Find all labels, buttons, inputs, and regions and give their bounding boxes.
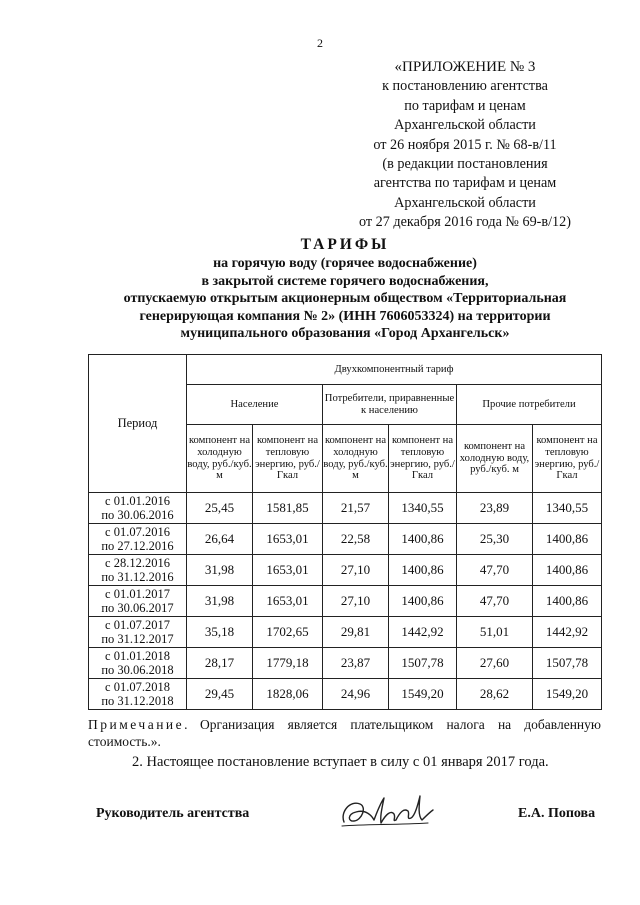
table-row xyxy=(89,648,602,679)
note xyxy=(88,716,601,750)
period-cell xyxy=(89,679,187,710)
period-cell xyxy=(89,586,187,617)
value-cell: 1653,01 xyxy=(253,586,323,617)
period-header: Период xyxy=(89,355,187,493)
value-cell: 1549,20 xyxy=(389,679,457,710)
period-from: с 01.01.2018 xyxy=(105,648,170,663)
tariff-table xyxy=(88,354,602,710)
period-from: с 01.01.2017 xyxy=(105,586,170,601)
appendix-block xyxy=(330,58,600,233)
component-header: компонент на тепловую энергию, руб./Гкал xyxy=(533,425,602,493)
value-cell: 23,87 xyxy=(323,648,389,679)
period-to: по 30.06.2016 xyxy=(101,508,174,522)
period-from: с 28.12.2016 xyxy=(105,555,170,570)
tariff-type-header: Двухкомпонентный тариф xyxy=(187,355,602,385)
value-cell: 1400,86 xyxy=(389,555,457,586)
value-cell: 47,70 xyxy=(457,555,533,586)
value-cell: 1507,78 xyxy=(533,648,602,679)
period-to: по 31.12.2017 xyxy=(101,632,174,646)
appendix-line: (в редакции постановления xyxy=(382,156,548,173)
period-to: по 27.12.2016 xyxy=(101,539,174,553)
period-to: по 30.06.2017 xyxy=(101,601,174,615)
appendix-line: к постановлению агентства xyxy=(382,78,548,95)
group-header-population: Население xyxy=(187,385,323,425)
table-row xyxy=(89,617,602,648)
value-cell: 1442,92 xyxy=(533,617,602,648)
value-cell: 1581,85 xyxy=(253,493,323,524)
group-header-equivalent: Потребители, приравненные к населению xyxy=(323,385,457,425)
table-row xyxy=(89,679,602,710)
table-row xyxy=(89,586,602,617)
period-cell xyxy=(89,617,187,648)
value-cell: 1828,06 xyxy=(253,679,323,710)
period-from: с 01.07.2017 xyxy=(105,617,170,632)
value-cell: 22,58 xyxy=(323,524,389,555)
value-cell: 1702,65 xyxy=(253,617,323,648)
value-cell: 29,81 xyxy=(323,617,389,648)
group-header-other: Прочие потребители xyxy=(457,385,602,425)
value-cell: 51,01 xyxy=(457,617,533,648)
period-from: с 01.07.2018 xyxy=(105,679,170,694)
note-text: Организация является плательщиком налога на добавленную стоимость.». xyxy=(88,717,601,749)
period-cell xyxy=(89,648,187,679)
value-cell: 1653,01 xyxy=(253,524,323,555)
signature-title: Руководитель агентства xyxy=(96,806,250,821)
table-row xyxy=(89,524,602,555)
period-cell xyxy=(89,493,187,524)
period-to: по 31.12.2018 xyxy=(101,694,174,708)
value-cell: 23,89 xyxy=(457,493,533,524)
value-cell: 1340,55 xyxy=(533,493,602,524)
value-cell: 1400,86 xyxy=(389,524,457,555)
signatory-name: Е.А. Попова xyxy=(518,806,596,821)
period-from: с 01.07.2016 xyxy=(105,524,170,539)
appendix-line: от 27 декабря 2016 года № 69-в/12) xyxy=(359,214,571,231)
value-cell: 21,57 xyxy=(323,493,389,524)
appendix-line: Архангельской области xyxy=(394,117,536,134)
appendix-line: агентства по тарифам и ценам xyxy=(373,175,557,192)
value-cell: 31,98 xyxy=(187,555,253,586)
value-cell: 27,10 xyxy=(323,555,389,586)
value-cell: 28,17 xyxy=(187,648,253,679)
period-cell xyxy=(89,555,187,586)
table-row xyxy=(89,555,602,586)
table-row xyxy=(89,493,602,524)
heading-line: муниципального образования «Город Архангельск» xyxy=(180,326,510,342)
appendix-line: по тарифам и ценам xyxy=(404,97,526,114)
handwritten-signature xyxy=(336,790,436,832)
value-cell: 27,60 xyxy=(457,648,533,679)
appendix-line: Архангельской области xyxy=(394,194,536,211)
value-cell: 1653,01 xyxy=(253,555,323,586)
heading-line: генерирующая компания № 2» (ИНН 7606053324) на территории xyxy=(139,308,551,324)
value-cell: 27,10 xyxy=(323,586,389,617)
value-cell: 1400,86 xyxy=(533,524,602,555)
heading-line: отпускаемую открытым акционерным обществом «Территориальная xyxy=(123,291,567,307)
document-title: ТАРИФЫ xyxy=(300,236,390,253)
value-cell: 1400,86 xyxy=(533,586,602,617)
appendix-line: «ПРИЛОЖЕНИЕ № 3 xyxy=(394,59,536,75)
value-cell: 47,70 xyxy=(457,586,533,617)
value-cell: 29,45 xyxy=(187,679,253,710)
value-cell: 1507,78 xyxy=(389,648,457,679)
period-to: по 31.12.2016 xyxy=(101,570,174,584)
value-cell: 1400,86 xyxy=(389,586,457,617)
heading-line: в закрытой системе горячего водоснабжения, xyxy=(201,273,489,289)
period-cell xyxy=(89,524,187,555)
paragraph-2: 2. Настоящее постановление вступает в силу с 01 января 2017 года. xyxy=(132,754,549,770)
value-cell: 31,98 xyxy=(187,586,253,617)
component-header: компонент на холодную воду, руб./куб. м xyxy=(323,425,389,493)
note-label: Примечание. xyxy=(88,717,191,732)
period-to: по 30.06.2018 xyxy=(101,663,174,677)
component-header: компонент на холодную воду, руб./куб. м xyxy=(187,425,253,493)
value-cell: 25,30 xyxy=(457,524,533,555)
value-cell: 1400,86 xyxy=(533,555,602,586)
value-cell: 1779,18 xyxy=(253,648,323,679)
value-cell: 1442,92 xyxy=(389,617,457,648)
value-cell: 26,64 xyxy=(187,524,253,555)
period-from: с 01.01.2016 xyxy=(105,493,170,508)
page-number: 2 xyxy=(317,36,323,50)
value-cell: 28,62 xyxy=(457,679,533,710)
document-heading xyxy=(60,236,630,342)
value-cell: 35,18 xyxy=(187,617,253,648)
heading-line: на горячую воду (горячее водоснабжение) xyxy=(213,256,477,272)
value-cell: 25,45 xyxy=(187,493,253,524)
value-cell: 24,96 xyxy=(323,679,389,710)
value-cell: 1549,20 xyxy=(533,679,602,710)
value-cell: 1340,55 xyxy=(389,493,457,524)
appendix-line: от 26 ноября 2015 г. № 68-в/11 xyxy=(373,136,557,153)
component-header: компонент на тепловую энергию, руб./Гкал xyxy=(253,425,323,493)
component-header: компонент на тепловую энергию, руб./Гкал xyxy=(389,425,457,493)
component-header: компонент на холодную воду, руб./куб. м xyxy=(457,425,533,493)
